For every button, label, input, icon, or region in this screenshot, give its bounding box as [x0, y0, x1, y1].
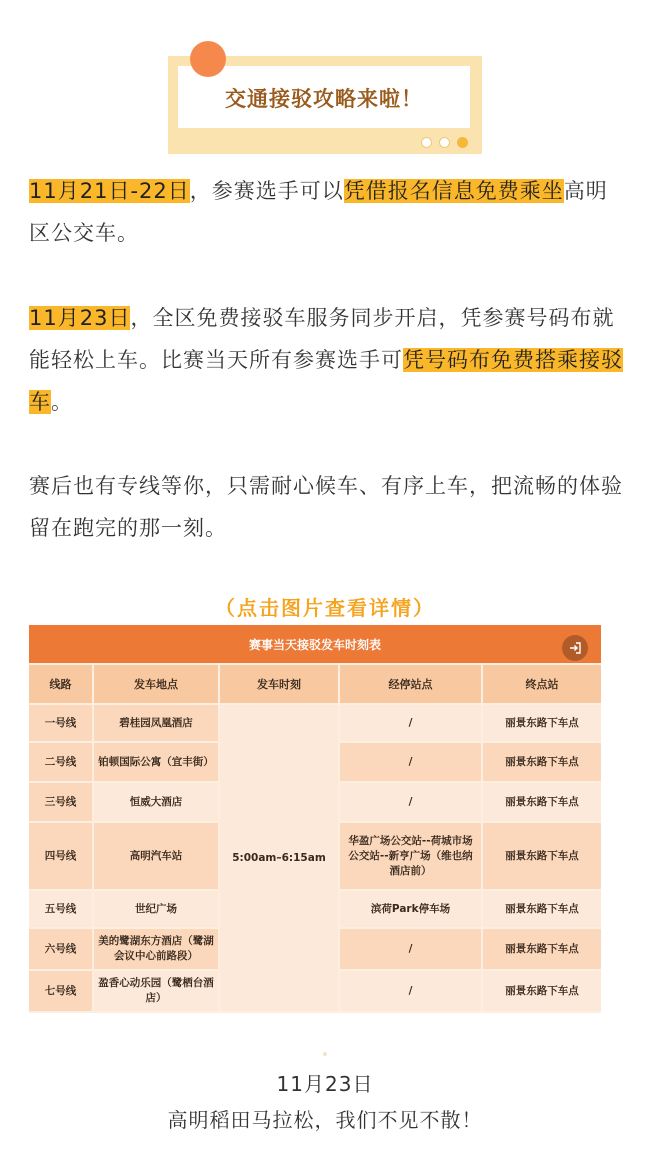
place-cell: 美的鹭湖东方酒店（鹭湖会议中心前路段） — [94, 929, 218, 969]
exit-icon[interactable] — [562, 635, 588, 661]
departure-time: 5:00am–6:15am — [220, 705, 338, 1011]
line-cell: 五号线 — [29, 891, 92, 927]
line-cell: 二号线 — [29, 743, 92, 781]
line-cell: 三号线 — [29, 783, 92, 821]
place-cell: 世纪广场 — [94, 891, 218, 927]
stops-cell: 滨荷Park停车场 — [340, 891, 481, 927]
stops-cell: / — [340, 971, 481, 1011]
place-cell: 铂顿国际公寓（宜丰街） — [94, 743, 218, 781]
separator-dot — [323, 1052, 327, 1056]
text: ，参赛选手可以 — [189, 179, 344, 203]
text: 高明区公交车。 — [29, 179, 608, 245]
end-cell: 丽景东路下车点 — [483, 891, 601, 927]
stops-cell: 华盈广场公交站--荷城市场公交站--新亨广场（维也纳酒店前） — [340, 823, 481, 889]
stops-cell: / — [340, 743, 481, 781]
column-header: 终点站 — [483, 665, 601, 703]
place-cell: 高明汽车站 — [94, 823, 218, 889]
schedule-title: 赛事当天接驳发车时刻表 — [248, 638, 381, 652]
footer-date: 11月23日 — [276, 1072, 374, 1096]
column-header: 发车时刻 — [220, 665, 338, 703]
dot-icon — [439, 137, 450, 148]
highlight-text: 凭借报名信息免费乘坐 — [343, 179, 564, 203]
paragraph-3 — [29, 465, 623, 549]
stops-cell: / — [340, 783, 481, 821]
column-header: 线路 — [29, 665, 92, 703]
line-cell: 一号线 — [29, 705, 92, 741]
text: 赛后也有专线等你，只需耐心候车、有序上车，把流畅的体验留在跑完的那一刻。 — [29, 474, 623, 540]
paragraph-2 — [29, 297, 623, 423]
place-cell: 恒威大酒店 — [94, 783, 218, 821]
click-hint[interactable]: （点击图片查看详情） — [215, 596, 435, 620]
banner-title: 交通接驳攻略来啦！ — [225, 87, 423, 111]
decor-circle-icon — [190, 41, 226, 77]
end-cell: 丽景东路下车点 — [483, 823, 601, 889]
highlight-date: 11月21日-22日 — [29, 179, 190, 203]
line-cell: 七号线 — [29, 971, 92, 1011]
dot-icon — [421, 137, 432, 148]
paragraph-1 — [29, 170, 623, 254]
column-header: 发车地点 — [94, 665, 218, 703]
place-cell: 盈香心动乐园（鹭栖台酒店） — [94, 971, 218, 1011]
text: 。 — [51, 390, 73, 414]
line-cell: 六号线 — [29, 929, 92, 969]
end-cell: 丽景东路下车点 — [483, 743, 601, 781]
column-header: 经停站点 — [340, 665, 481, 703]
footer-slogan: 高明稻田马拉松，我们不见不散！ — [167, 1108, 483, 1132]
end-cell: 丽景东路下车点 — [483, 929, 601, 969]
place-cell: 碧桂园凤凰酒店 — [94, 705, 218, 741]
line-cell: 四号线 — [29, 823, 92, 889]
banner-box — [178, 66, 470, 128]
highlight-date: 11月23日 — [29, 306, 131, 330]
highlight-text: 凭号码布免费搭乘接驳车 — [29, 348, 623, 414]
end-cell: 丽景东路下车点 — [483, 705, 601, 741]
stops-cell: / — [340, 929, 481, 969]
end-cell: 丽景东路下车点 — [483, 971, 601, 1011]
banner-dots — [421, 137, 468, 148]
end-cell: 丽景东路下车点 — [483, 783, 601, 821]
schedule-header-bar — [29, 625, 601, 663]
dot-active-icon — [457, 137, 468, 148]
schedule-image[interactable] — [29, 625, 601, 1013]
text: ，全区免费接驳车服务同步开启，凭参赛号码布就能轻松上车。比赛当天所有参赛选手可 — [29, 306, 615, 372]
stops-cell: / — [340, 705, 481, 741]
